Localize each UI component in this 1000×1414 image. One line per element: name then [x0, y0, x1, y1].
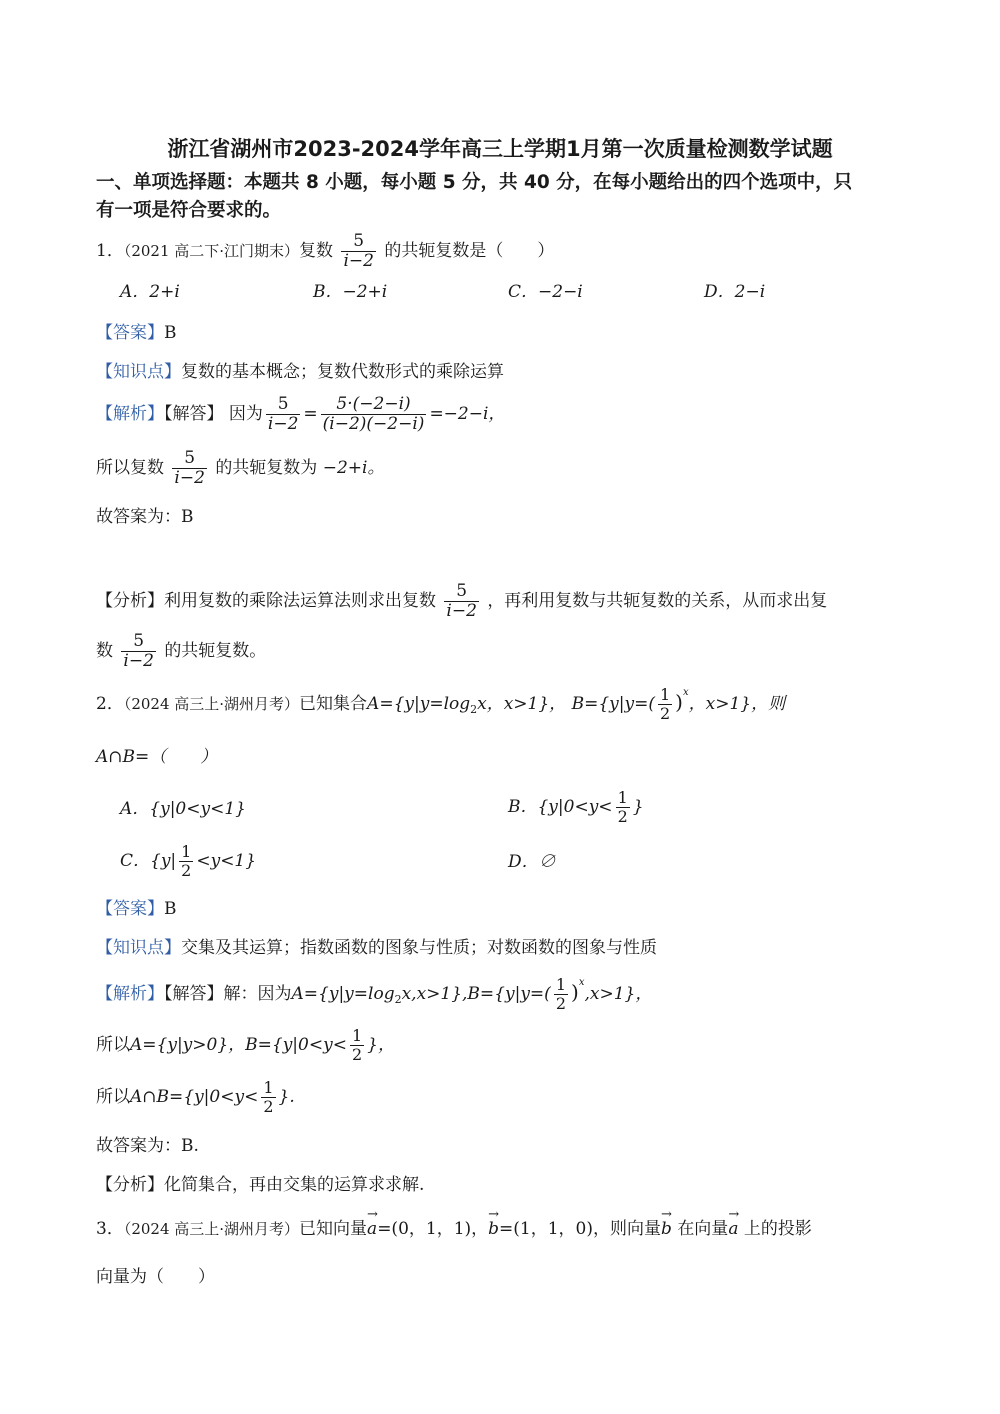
analysis-tag: 【分析】 [96, 591, 164, 611]
option-b: B．{y|0<y< $\frac{1}{2}$ } [508, 788, 644, 826]
analysis-text: ，再利用复数与共轭复数的关系，从而求出复 [487, 591, 828, 611]
analysis-text: 化简集合，再由交集的运算求求解. [164, 1175, 425, 1195]
question-1-stem [96, 232, 554, 271]
log-base: 2 [394, 993, 402, 1006]
analysis-tag: 【分析】 [96, 1175, 164, 1195]
solution-set: A={y|y=log [291, 984, 395, 1004]
knowledge-tag: 【知识点】 [96, 938, 181, 958]
page-title: 浙江省湖州市2023-2024学年高三上学期1月第一次质量检测数学试题 [167, 137, 833, 161]
section-heading-line1: 一、单项选择题：本题共 8 小题，每小题 5 分，共 40 分，在每小题给出的四个选项中，只 [96, 172, 853, 193]
stem-text: 上的投影 [743, 1219, 812, 1239]
answer-line [96, 322, 177, 344]
solution-text: 解：因为 [223, 984, 292, 1004]
analysis-line [96, 1174, 424, 1196]
answer-tag: 【答案】 [96, 323, 164, 343]
stem-text: 已知向量 [299, 1219, 368, 1239]
fraction: $\frac{5}{i-2}$ [343, 231, 374, 271]
log-base: 2 [470, 703, 478, 716]
fraction: $\frac{5}{i-2}$ [446, 581, 477, 621]
solution-text: 所以 [96, 1087, 130, 1107]
solution-line-2 [96, 1027, 395, 1064]
solution-text: 所以复数 [96, 458, 164, 478]
answer-tag: 【答案】 [96, 899, 164, 919]
answer-value: B [164, 323, 177, 343]
final-answer: 故答案为：B [96, 507, 194, 527]
vector-a: → a [728, 1207, 740, 1239]
analysis-text: 数 [96, 641, 113, 661]
set-a-rest: x，x>1}， [477, 694, 567, 714]
solution-result: =−2−i， [429, 404, 506, 424]
option-c: C．−2−i [508, 282, 583, 302]
question-source: （2021 高二下·江门期末） [123, 242, 300, 260]
fraction-half: $\frac{1}{2}$ [263, 1078, 274, 1116]
knowledge-line [96, 937, 657, 959]
knowledge-tag: 【知识点】 [96, 362, 181, 382]
question-3-stem [96, 1207, 812, 1240]
stem-text: 的共轭复数是（ ） [384, 241, 555, 261]
option-a: A．{y|0<y<1} [120, 799, 246, 819]
set-b-rest: ，x>1}，则 [688, 694, 786, 714]
option-d: D．∅ [508, 852, 556, 872]
section-heading-line2: 有一项是符合要求的。 [96, 200, 282, 221]
question-2-stem-line2: A∩B=（ ） [96, 747, 218, 767]
fraction-half: $\frac{1}{2}$ [659, 685, 671, 723]
solution-result: −2+i。 [322, 458, 385, 478]
answer-line [96, 898, 177, 920]
solution-line: 【解析】【解答】 因为 $\frac{5}{i-2}$ = $\frac{5\cdot(-2-i)}{(i-2)(-2-i)}$ =−2−i， [96, 394, 506, 434]
question-2-stem: 2．（2024 高三上·湖州月考）已知集合$A=\{y|y=\log_2x$，x>1}， B={y|y=( $\frac{1}{2}$ )$^x$，x>1}，则 [96, 685, 786, 723]
analysis-tag: 【解析】 [96, 984, 164, 1004]
solution-set: x,x>1},B={y|y=( [401, 984, 551, 1004]
solution-set: A∩B={y|0<y< [130, 1087, 259, 1107]
question-number: 3． [96, 1219, 124, 1239]
solution-set: }， [367, 1035, 395, 1055]
vector-a-value: =(0，1，1)， [377, 1219, 489, 1239]
question-source: （2024 高三上·湖州月考） [123, 1220, 300, 1238]
vector-b: → b [661, 1207, 672, 1239]
final-answer: 故答案为：B. [96, 1136, 199, 1156]
option-a: A．2+i [120, 282, 180, 302]
fraction: $\frac{5}{i-2}$ [123, 631, 154, 671]
solution-set: ,x>1}， [584, 984, 653, 1004]
solution-line-3 [96, 1079, 295, 1116]
stem-text: 在向量 [677, 1219, 729, 1239]
vector-b-value: =(1，1，0)，则向量 [499, 1219, 662, 1239]
knowledge-line [96, 361, 504, 383]
set-b: B={y|y=( [571, 694, 655, 714]
vector-a: → a [367, 1207, 378, 1239]
answer-value: B [164, 899, 177, 919]
option-b: B．−2+i [313, 282, 388, 302]
knowledge-text: 交集及其运算；指数函数的图象与性质；对数函数的图象与性质 [181, 938, 657, 958]
solution-line: 【解析】【解答】解：因为$A=\{y|y=\log_2x,x>1\},B=\{y|y=$( $\frac{1}{2}$ )$^x$,x>1}， [96, 975, 653, 1013]
solution-text: 所以 [96, 1035, 130, 1055]
fraction: $\frac{5\cdot(-2-i)}{(i-2)(-2-i)}$ [322, 394, 425, 434]
stem-text: 已知集合 [299, 694, 368, 714]
solution-set: A={y|y>0}，B={y|0<y< [130, 1035, 347, 1055]
solution-tag: 【解答】 [164, 984, 224, 1004]
analysis-tag: 【解析】 [96, 404, 164, 424]
analysis-text: 利用复数的乘除法运算法则求出复数 [164, 591, 436, 611]
question-3-stem-line2: 向量为（ ） [96, 1267, 215, 1287]
fraction-half: $\frac{1}{2}$ [351, 1026, 363, 1064]
knowledge-text: 复数的基本概念；复数代数形式的乘除运算 [181, 362, 504, 382]
solution-text: 的共轭复数为 [215, 458, 318, 478]
solution-line-2 [96, 449, 384, 488]
fraction-half: $\frac{1}{2}$ [181, 842, 192, 880]
analysis-line-2 [96, 632, 266, 671]
analysis-line [96, 582, 827, 621]
question-source: （2024 高三上·湖州月考） [123, 695, 300, 713]
solution-text: 因为 [228, 404, 263, 424]
set-a: A={y|y=log [367, 694, 471, 714]
solution-tag: 【解答】 [164, 404, 224, 424]
exponent: x [578, 977, 585, 988]
fraction: $\frac{5}{i-2}$ [267, 394, 299, 434]
stem-text: 复数 [299, 241, 334, 261]
question-number: 2． [96, 694, 124, 714]
fraction: $\frac{5}{i-2}$ [174, 448, 205, 488]
option-c: C．{y| $\frac{1}{2}$ <y<1} [120, 842, 257, 880]
exponent: x [682, 687, 689, 698]
fraction-half: $\frac{1}{2}$ [555, 975, 566, 1013]
analysis-text: 的共轭复数。 [164, 641, 267, 661]
question-number: 1． [96, 241, 124, 261]
option-d: D．2−i [704, 282, 766, 302]
vector-b: → b [488, 1207, 500, 1239]
fraction-half: $\frac{1}{2}$ [617, 788, 628, 826]
solution-set: }. [278, 1087, 295, 1107]
